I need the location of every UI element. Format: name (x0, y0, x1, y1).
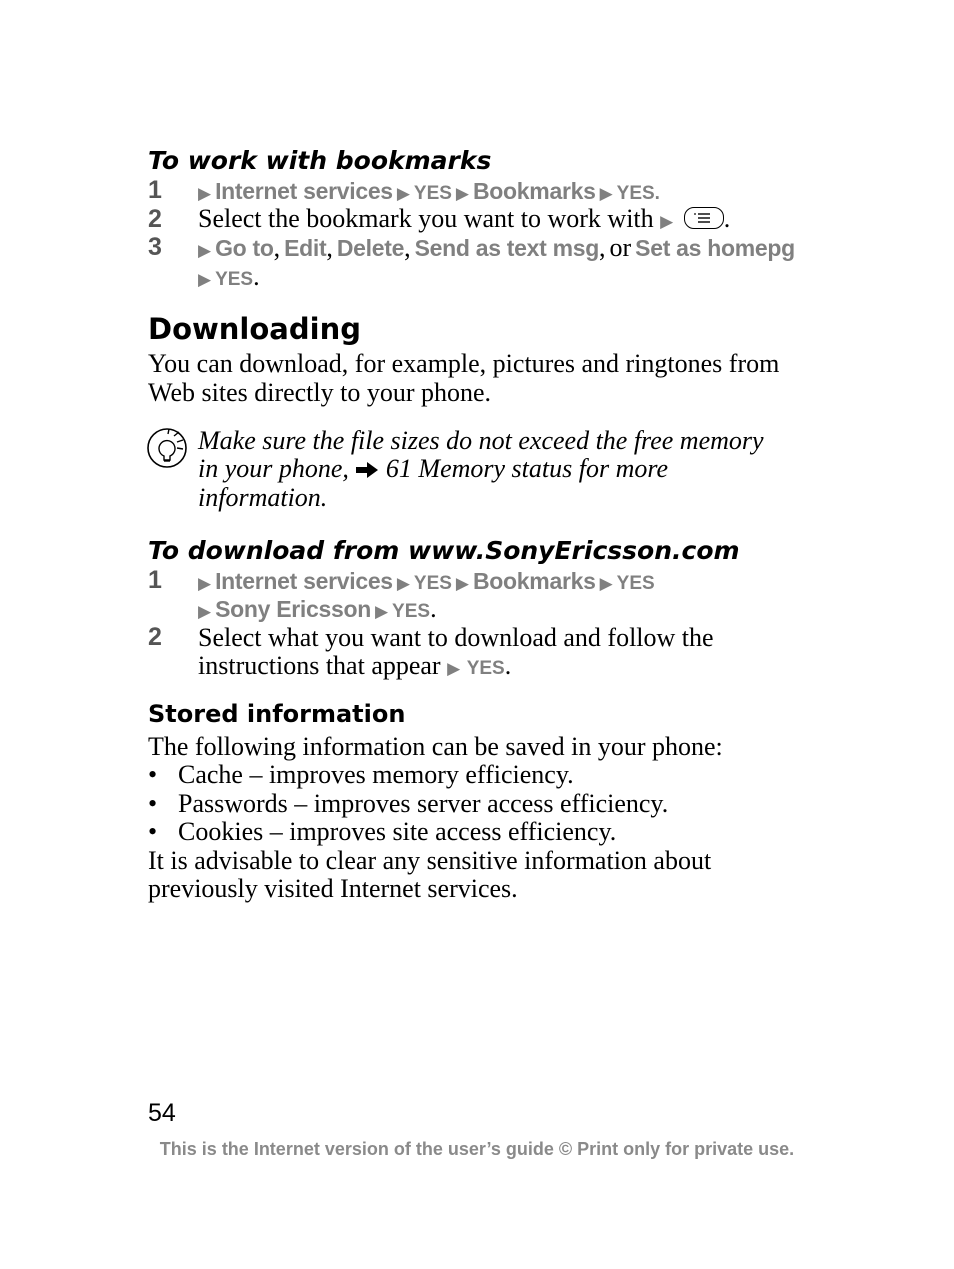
menu-arrow-icon: ▶ (660, 212, 674, 232)
menu-arrow-icon: ▶ (198, 184, 212, 204)
list-item: Passwords – improves server access efficiency. (178, 789, 669, 818)
bookmarks-heading: To work with bookmarks (148, 146, 492, 175)
step-end: . (723, 204, 731, 233)
menu-item: Set as homepg (635, 235, 795, 261)
stored-heading: Stored information (148, 700, 406, 728)
bookmarks-step-3-cont (198, 263, 260, 295)
bullet-marker: • (148, 817, 158, 846)
menu-item: Bookmarks (473, 568, 596, 594)
list-item: Cookies – improves site access efficiency. (178, 817, 617, 846)
yes-key-label: YES (215, 269, 254, 290)
menu-item: Internet services (215, 178, 393, 204)
tip-line-1: Make sure the file sizes do not exceed the free memory (198, 426, 764, 455)
menu-item: Delete (336, 235, 405, 261)
step-text: instructions that appear (198, 651, 441, 680)
stored-outro-line-1: It is advisable to clear any sensitive information about (148, 846, 712, 875)
menu-arrow-icon: ▶ (455, 574, 469, 594)
menu-arrow-icon: ▶ (447, 659, 461, 679)
page-number: 54 (148, 1099, 176, 1127)
menu-arrow-icon: ▶ (198, 602, 212, 622)
downloading-heading: Downloading (148, 312, 361, 346)
menu-arrow-icon: ▶ (599, 574, 613, 594)
step-number: 1 (148, 176, 162, 204)
downloading-intro-line-1: You can download, for example, pictures and ringtones from (148, 349, 780, 378)
menu-item: Bookmarks (473, 178, 596, 204)
yes-key-label: YES. (616, 183, 660, 204)
step-end: . (253, 262, 260, 291)
yes-key-label: YES (616, 573, 655, 594)
bookmarks-step-3: ▶ Go to, Edit, Delete, Send as text msg, or Set as homepg (198, 233, 795, 262)
download-step-2-line-1: Select what you want to download and follow the (198, 623, 714, 652)
yes-key-label: YES (392, 601, 431, 622)
tip-text: 61 Memory status for more (385, 454, 669, 483)
tip-text: in your phone, (198, 454, 349, 483)
stored-intro: The following information can be saved in your phone: (148, 732, 723, 761)
menu-arrow-icon: ▶ (198, 270, 212, 290)
step-end: . (504, 651, 512, 680)
bullet-marker: • (148, 760, 158, 789)
tip-line-3: information. (198, 483, 328, 512)
menu-item: Send as text msg (414, 235, 599, 261)
or-text: or (609, 233, 632, 262)
bullet-marker: • (148, 789, 158, 818)
menu-item: Go to (215, 235, 274, 261)
menu-arrow-icon: ▶ (396, 184, 410, 204)
menu-item: Sony Ericsson (215, 596, 371, 622)
menu-arrow-icon: ▶ (198, 574, 212, 594)
menu-arrow-icon: ▶ (198, 241, 212, 261)
download-step-2-line-2 (198, 652, 511, 683)
step-number: 2 (148, 205, 162, 233)
step-text: Select the bookmark you want to work with (198, 204, 654, 233)
step-number: 1 (148, 566, 162, 594)
stored-outro-line-2: previously visited Internet services. (148, 874, 518, 903)
downloading-intro-line-2: Web sites directly to your phone. (148, 378, 492, 407)
menu-item: Edit (284, 235, 327, 261)
arrow-reference-icon (355, 457, 379, 485)
menu-arrow-icon: ▶ (396, 574, 410, 594)
yes-key-label: YES (413, 183, 452, 204)
yes-key-label: YES (466, 658, 505, 679)
footer-notice: This is the Internet version of the user’s guide © Print only for private use. (159, 1139, 795, 1159)
menu-item: Internet services (215, 568, 393, 594)
step-end: . (430, 594, 437, 623)
menu-arrow-icon: ▶ (455, 184, 469, 204)
list-item: Cache – improves memory efficiency. (178, 760, 574, 789)
download-sony-heading: To download from www.SonyEricsson.com (148, 536, 740, 565)
options-key-icon (684, 207, 724, 229)
tip-lightbulb-icon (146, 427, 188, 469)
step-number: 3 (148, 233, 162, 261)
step-number: 2 (148, 623, 162, 651)
yes-key-label: YES (413, 573, 452, 594)
menu-arrow-icon: ▶ (599, 184, 613, 204)
menu-arrow-icon: ▶ (374, 602, 389, 622)
tip-line-2 (198, 455, 668, 485)
bookmarks-step-2 (198, 205, 730, 236)
